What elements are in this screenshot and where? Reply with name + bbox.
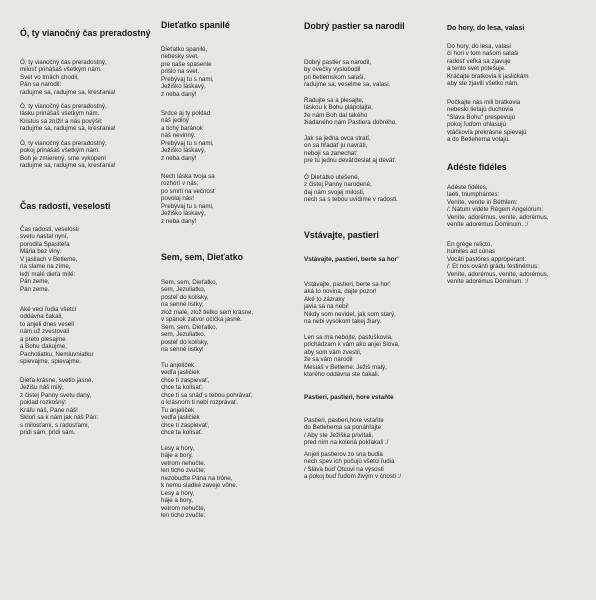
lyrics-stanza: Adéste fidéles, laéti, triumphántes: Veníte, veníte in Béthlem: /: Nátum vidéte Régem Angelórum: Veníte, adorémus, veníte, adorémus, veníte adorémus Dóminum. :/: [447, 184, 549, 229]
song-subtitle: Pastieri, pastieri, hore vstaňte: [304, 394, 394, 401]
song-title: Ó, ty vianočný čas preradostný: [20, 28, 151, 38]
song-title: Do hory, do lesa, valasi: [447, 25, 525, 32]
lyrics-stanza: Srdce aj ty poklad náš jediný a tichý baránok náš nevinný. Prebývaj tu s nami, Ježiško láskavý, z neba daný!: [161, 110, 214, 162]
song-title: Adéste fidéles: [447, 162, 507, 172]
lyrics-stanza: Vstávajte, pastieri, berte sa hor' aká to novina, dajte pozor! Aké to zázraky javia sa na nebi! Nikdy som nevidel, jak som starý, na nebi vysokom takej žiary.: [304, 281, 396, 326]
lyrics-stanza: Dobrý pastier sa narodil, by ovečky vyslobodil pri betlemskom salaši. radujme sa, veselme sa, valasi.: [304, 59, 391, 89]
lyrics-stanza: Dieťa krásne, svetlo jasné, Ježišu náš milý, z čistej Panny svetu daný, poklad rozkošný: Kráľu náš, Pane náš! Skloň sa k nám jak náš Pán: s milosťami, s radosťami, pridi sám, pridi sám.: [20, 377, 99, 437]
lyrics-stanza: En grége relicto, húmiles ad cúnas Vocáti pastóres appróperant: /: Et nos ovánti grádu festinémus: Veníte, adorémus, veníte, adorémus, veníte adorémus Dóminum. :/: [447, 241, 549, 286]
lyrics-stanza: Ó Dieťatko utešené, z čistej Panny narodené, daj nám svojej milosti, nech sa s tebou uvidíme v radosti.: [304, 174, 398, 204]
lyrics-stanza: Tu anjelíček vedľa jasličiek chce ti zaspievať, chce ta kolísať; chce ti sa snáď s tebou pohrávať, o krásnom ti nebi rozprávať. Tu anjelíček vedľa jasličiek chce ti zaspievať, chce ta kolísať.: [161, 362, 253, 437]
lyrics-stanza: Len sa ma nebojte, pastuškovia, prichádzam k vám ako anjel Slova, aby som vám zvestil, že sa vám narodil Mesiáš v Betleme: Ježiš malý, ktorého oddávna ste čakali.: [304, 334, 400, 379]
lyrics-stanza: Počkajte nás mili bratkovia nebeskí lietajú duchovia "Sláva Bohu" prespevujú pokoj ľuďom ohlasujú vtáčkovia prekrásne spievajú a do Betlehema volajú.: [447, 99, 527, 144]
lyrics-stanza: Sem, sem, Dieťatko, sem, Jezuliatko, posteľ do kolísky, na senné listky; zlož malé, zlož tielko sem krásne, v spánok zatvor očička jasné. Sem, sem, Dieťatko, sem, Jezuliatko, posteľ do kolísky, na senné listky!: [161, 279, 254, 354]
song-title: Čas radosti, veselosti: [20, 201, 111, 211]
lyrics-stanza: Do hory, do lesa, valasi čí hori v tom našom salaši radosť veľká sa zjavuje a tento svet potešuje. Kráčajte bratkovia k jasličkám aby ste zjavili všetko nám.: [447, 43, 529, 88]
lyrics-stanza: Dieťatko spanilé, nebesky svet, pre naše spasenie prišlo na svet. Prebývaj tu s nami, Ježiško láskavý, z neba daný!: [161, 46, 214, 98]
lyrics-stanza: Lesy a hory, háje a bory, vetrom nehučte, len ticho zvučte; nezobuďte Pána na tróne, k nemu sladké zaveje vône. Lesy a hory, háje a bory, vetrom nehučte, len ticho zvučte.: [161, 445, 238, 520]
song-title: Dieťatko spanilé: [161, 20, 230, 30]
lyrics-stanza: Aké veci ľudia všetci oddávna čakali, to anjeli dnes veselí nám už zvestovali a preto plesajme a Bohu ďakujme, Pacholiatku, Nemluvniatku spievajme, spievajme.: [20, 306, 93, 366]
lyrics-stanza: Anjeli pastierov zo sna budia nech spev ich počujú všetci ľudia / Sláva buď Otcovi na výsosti a pokoj buď ľuďom živým v čnosti :/: [304, 451, 402, 481]
song-subtitle: Vstávajte, pastieri, berte sa hor': [304, 256, 399, 263]
lyrics-stanza: Pastieri, pastieri,hore vstaňte do Betlehema sa ponáhľajte / Aby ste Ježiška privítali, pred ním na kolená pokľakali :/: [304, 417, 389, 447]
lyrics-stanza: Ó, ty vianočný čas preradostný, pokoj prinášaš všetkým nám. Boh je zmierený, sme vykúpení radujme sa, radujme sa, kresťania!: [20, 140, 116, 170]
lyrics-stanza: Jak sa jedna ovca stratí, on sa hľadať ju navráti, nebojí sa zanechať pre tú jednu deväťdesiat aj deväť.: [304, 135, 397, 165]
song-title: Sem, sem, Dieťatko: [161, 252, 243, 262]
lyrics-stanza: Radujte sa a plesajte, láskou k Bohu plápolajte, že nám Boh dal takého žiadaného nám Pastiera dobrého.: [304, 97, 397, 127]
song-title: Vstávajte, pastieri: [304, 230, 379, 240]
lyrics-stanza: Ó, ty vianočný čas preradostný, milosť prinášaš všetkým nám. Svet vo tmách chodil, Pán sa narodil: radujme sa, radujme sa, kresťania!: [20, 59, 116, 96]
song-title: Dobrý pastier sa narodil: [304, 21, 405, 31]
lyrics-stanza: Nech láska tvoja sa rozhorí v nás; po smrti na večnosť povolaj nás! Prebývaj tu s nami, Ježiško láskavý, z neba daný!: [161, 173, 216, 225]
lyrics-stanza: Ó, ty vianočný čas preradostný, lásku prinášaš všetkým nám. Kristus sa zníži! a nás povýšil: radujme sa, radujme sa, kresťania!: [20, 103, 116, 133]
lyrics-stanza: Čas radosti, veselosti svetu nastal nyní, porodila Spasiteľa Mária bez viny. V jasliach v Betleme, na slame na zíme, leží malé dieťa milé: Pán zeme, Pán zeme.: [20, 226, 79, 293]
